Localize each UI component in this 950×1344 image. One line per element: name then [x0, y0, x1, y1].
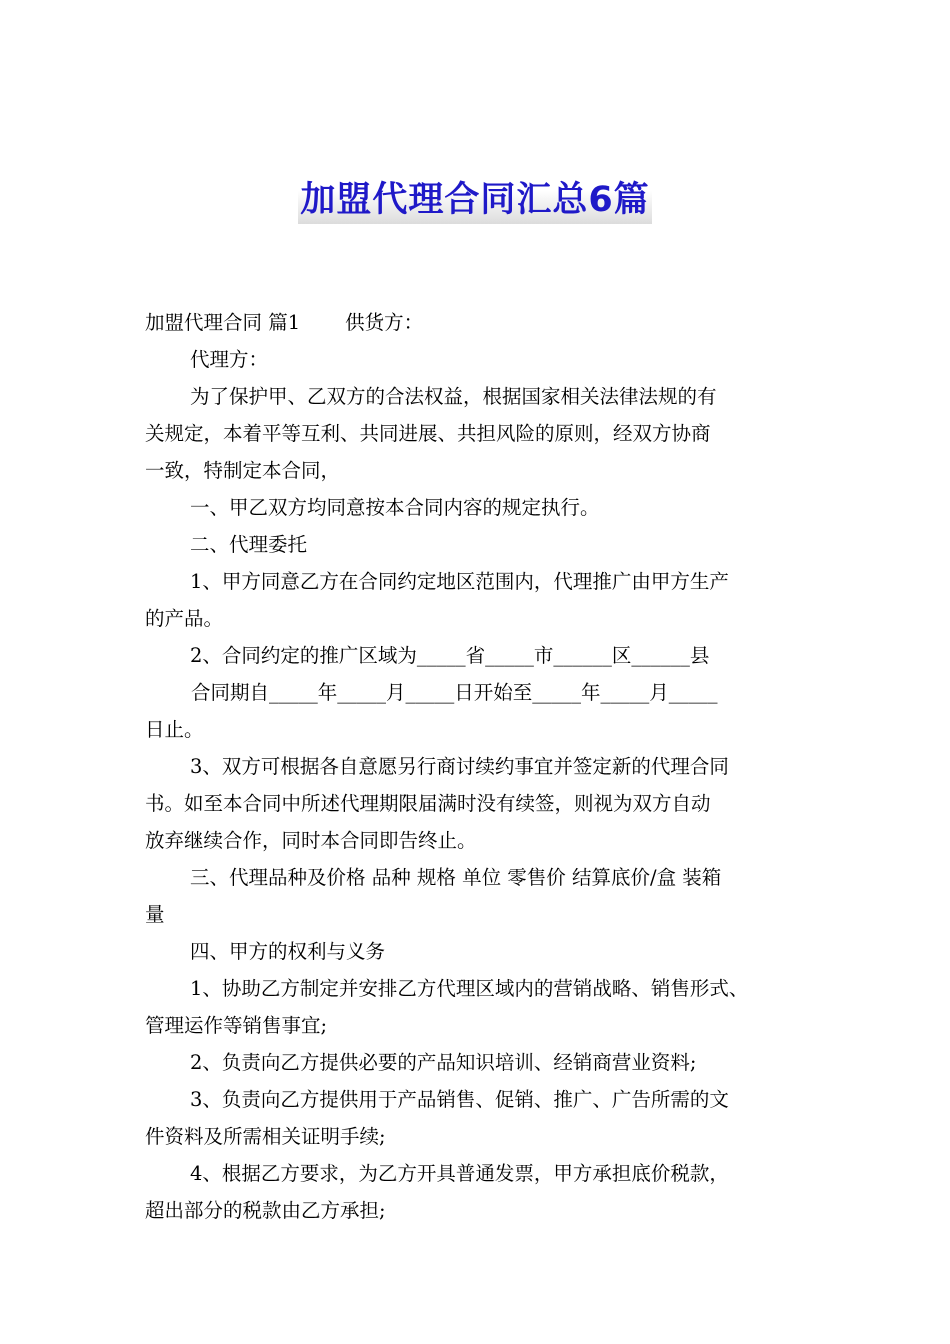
paragraph-line: 关规定，本着平等互利、共同进展、共担风险的原则，经双方协商 — [145, 422, 711, 445]
paragraph-line: 管理运作等销售事宜; — [145, 1014, 328, 1037]
paragraph-line: 四、甲方的权利与义务 — [190, 940, 386, 963]
paragraph-line: 合同期自_____年_____月_____日开始至_____年_____月_____ — [191, 681, 718, 704]
paragraph-line: 4、根据乙方要求，为乙方开具普通发票，甲方承担底价税款， — [190, 1162, 729, 1185]
paragraph-line: 二、代理委托 — [190, 533, 308, 556]
section-heading: 加盟代理合同 篇1 — [145, 311, 301, 334]
paragraph-line: 为了保护甲、乙双方的合法权益，根据国家相关法律法规的有 — [190, 385, 717, 408]
paragraph-line: 放弃继续合作，同时本合同即告终止。 — [145, 829, 477, 852]
paragraph-line: 一、甲乙双方均同意按本合同内容的规定执行。 — [190, 496, 600, 519]
paragraph-line: 3、负责向乙方提供用于产品销售、促销、推广、广告所需的文 — [190, 1088, 729, 1111]
paragraph-line: 件资料及所需相关证明手续; — [145, 1125, 386, 1148]
paragraph-line — [145, 304, 810, 341]
paragraph-line: 1、协助乙方制定并安排乙方代理区域内的营销战略、销售形式、 — [190, 977, 749, 1000]
paragraph-line: 2、合同约定的推广区域为_____省_____市______区______县 — [190, 644, 710, 667]
paragraph-line: 的产品。 — [145, 607, 224, 630]
document-body — [145, 304, 810, 1229]
paragraph-line: 超出部分的税款由乙方承担; — [145, 1199, 386, 1222]
paragraph-line: 日止。 — [145, 718, 204, 741]
paragraph-line: 书。如至本合同中所述代理期限届满时没有续签，则视为双方自动 — [145, 792, 711, 815]
paragraph-line: 3、双方可根据各自意愿另行商讨续约事宜并签定新的代理合同 — [190, 755, 729, 778]
paragraph-line: 量 — [145, 903, 165, 926]
paragraph-line: 一致，特制定本合同， — [145, 459, 341, 482]
paragraph-line: 1、甲方同意乙方在合同约定地区范围内，代理推广由甲方生产 — [190, 570, 729, 593]
paragraph-line: 2、负责向乙方提供必要的产品知识培训、经销商营业资料; — [190, 1051, 697, 1074]
paragraph-line: 代理方： — [190, 348, 269, 371]
title-container — [0, 176, 950, 224]
paragraph-line: 三、代理品种及价格 品种 规格 单位 零售价 结算底价/盒 装箱 — [190, 866, 722, 889]
document-title: 加盟代理合同汇总6篇 — [298, 176, 651, 224]
supplier-label: 供货方： — [345, 311, 424, 334]
